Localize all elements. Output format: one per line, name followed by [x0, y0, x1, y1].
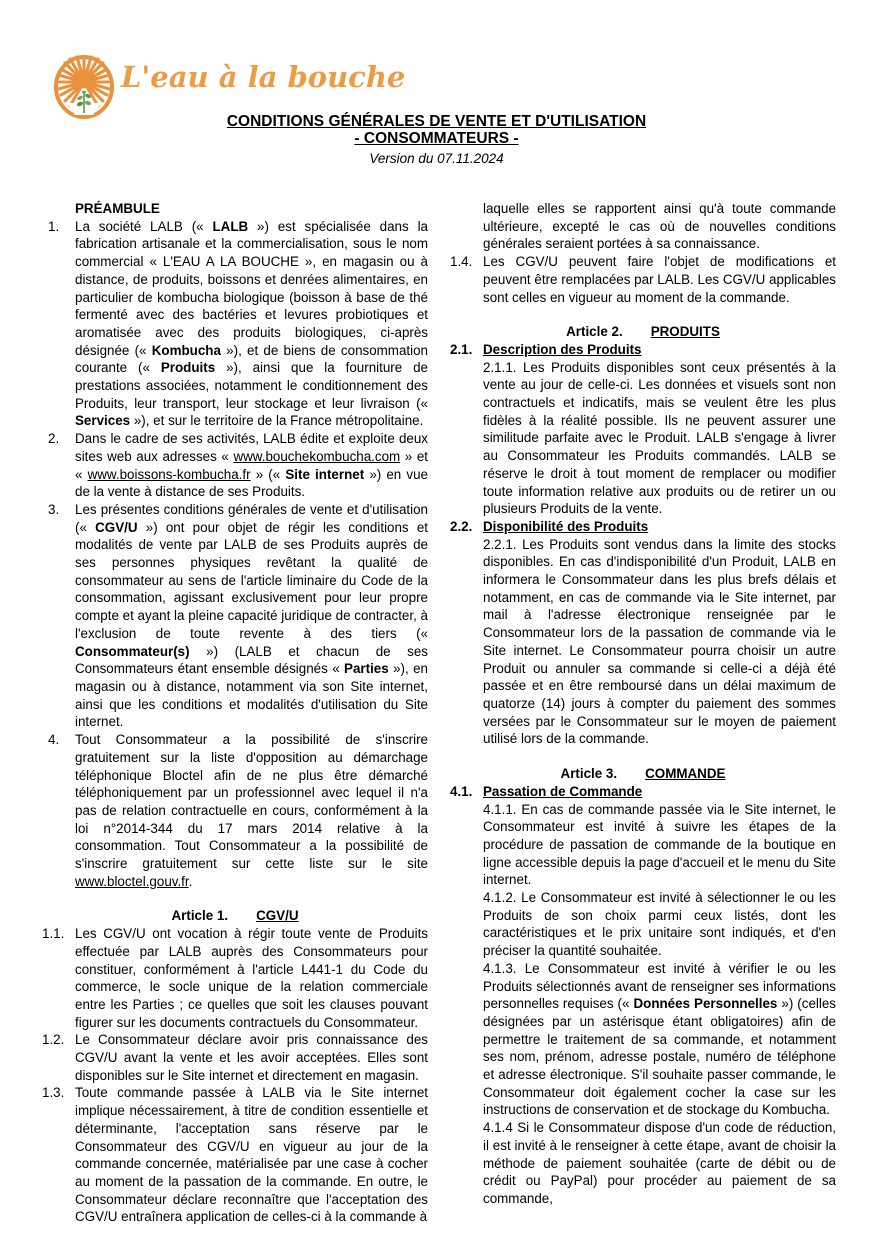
- paragraph: [450, 889, 836, 960]
- text-run: Les CGV/U peuvent faire l'objet de modifications et peuvent être remplacées par LALB. Les CGV/U applicables sont celles en vigueur au moment de la commande.: [483, 254, 836, 305]
- text-run: ») ont pour objet de régir les conditions et modalités de vente par LALB de ses Produits auprès de ses personnes physiques revêtant la qualité de consommateur au sens de l'article liminaire du Code de la consommation, agissant exclusivement pour leur propre compte et ayant la pleine capacité juridique de contracter, à l'exclusion de toute revente à des tiers («: [75, 519, 428, 641]
- article-heading: [450, 765, 836, 783]
- text-run: laquelle elles se rapportent ainsi qu'à toute commande ultérieure, excepté le cas où de nouvelles conditions générales seraient portées à sa connaissance.: [483, 201, 836, 252]
- title-block: [0, 113, 873, 167]
- text-run: 2.2.1. Les Produits sont vendus dans la limite des stocks disponibles. En cas d'indisponibilité d'un Produit, LALB en informera le Consommateur dans les plus brefs délais et notamment, en cas de commande via le Site internet, par mail à l'adresse électronique renseignée par le Consommateur lors de la passation de commande via le Site internet. Le Consommateur pourra choisir un autre Produit ou annuler sa commande si celle-ci a déjà été passée et en être remboursé dans un délai maximum de quatorze (14) jours à compter du paiement des sommes versées par le Consommateur sur le moyen de paiement utilisé lors de la commande.: [483, 536, 836, 747]
- version-label: Version du 07.11.2024: [369, 151, 504, 166]
- text-run: Toute commande passée à LALB via le Site internet implique nécessairement, à titre de condition essentielle et déterminante, l'acceptation sans réserve par le Consommateur des CGV/U en vigueur au jour de la commande concernée, matérialisée par une case à cocher au moment de la passation de la commande. En outre, le Consommateur déclare reconnaître que l'acceptation des CGV/U entraînera application de celles-ci à la commande à: [75, 1085, 428, 1225]
- article-heading: [450, 323, 836, 341]
- link[interactable]: www.boissons-kombucha.fr: [87, 466, 251, 482]
- numbered-paragraph: [42, 501, 428, 731]
- text-run: » et «: [75, 448, 428, 482]
- clause-title: Passation de Commande: [483, 783, 643, 799]
- text-run: ») est spécialisée dans la fabrication artisanale et la commercialisation, sous le nom commercial « L'EAU A LA BOUCHE », en magasin ou à distance, de produits, boissons et denrées alimentaires, en particulier de kombucha biologique (boisson à base de thé fermenté avec des bactéries et levures probiotiques et aromatisée avec des produits biologiques, ci-après désignée («: [75, 218, 428, 358]
- numbered-paragraph: [42, 731, 428, 890]
- document-header: [0, 0, 873, 200]
- clause-number: 1.: [48, 218, 60, 234]
- text-run: Les CGV/U ont vocation à régir toute vente de Produits effectuée par LALB auprès des Consommateurs pour constituer, conformément à l'article L441-1 du Code du commerce, le socle unique de la relation commerciale entre les Parties ; ce quelles que soit les clauses pouvant figurer sur les documents contractuels du Consommateur.: [75, 926, 428, 1030]
- text-run: Services: [75, 413, 131, 429]
- clause-number: 4.1.: [450, 783, 473, 799]
- numbered-paragraph: [42, 430, 428, 501]
- numbered-paragraph: [42, 218, 428, 430]
- sun-plant-logo-icon: [53, 55, 115, 119]
- paragraph: [450, 536, 836, 748]
- text-run: Kombucha: [151, 342, 221, 358]
- text-run: »), et de biens de consommation courante («: [75, 342, 429, 376]
- clause-number: 4.: [48, 732, 60, 748]
- clause-number: 2.1.: [450, 341, 473, 357]
- text-run: Consommateur(s): [75, 643, 190, 659]
- document-title: CONDITIONS GÉNÉRALES DE VENTE ET D'UTILISATION: [226, 113, 647, 130]
- text-run: 4.1.3. Le Consommateur est invité à vérifier le ou les Produits sélectionnés avant de renseigner ses informations personnelles requises («: [483, 960, 836, 1012]
- paragraph: [450, 200, 836, 253]
- text-run: Parties: [344, 661, 389, 677]
- article-title: PRODUITS: [650, 324, 720, 340]
- document-subtitle: - CONSOMMATEURS -: [354, 130, 519, 147]
- clause-number: 2.2.: [450, 518, 473, 534]
- article-title: COMMANDE: [645, 766, 726, 782]
- clause-title: Disponibilité des Produits: [483, 518, 649, 534]
- sub-section-heading: [450, 783, 836, 801]
- two-column-body: [42, 200, 836, 1226]
- section-heading: PRÉAMBULE: [75, 201, 160, 216]
- numbered-paragraph: [42, 1084, 428, 1226]
- clause-number: 2.: [48, 431, 60, 447]
- text-run: 4.1.2. Le Consommateur est invité à sélectionner le ou les Produits de son choix parmi ceux listés, dont les caractéristiques et le prix unitaire sont indiqués, et d'en préciser la quantité souhaitée.: [483, 890, 836, 959]
- sub-section-heading: [450, 518, 836, 536]
- article-number: Article 2.: [566, 324, 623, 340]
- paragraph: [450, 359, 836, 518]
- text-run: Tout Consommateur a la possibilité de s'inscrire gratuitement sur la liste d'opposition au démarchage téléphonique Bloctel afin de ne plus être démarché téléphoniquement par un professionnel avec lequel il n'a pas de relation contractuelle en cours, conformément à la loi n°2014-344 du 17 mars 2014 relative à la consommation. Tout Consommateur a la possibilité de s'inscrire gratuitement sur cette liste sur le site: [75, 732, 428, 872]
- paragraph: [450, 960, 836, 1119]
- numbered-paragraph: [450, 253, 836, 306]
- clause-number: 1.1.: [42, 926, 65, 942]
- text-run: CGV/U: [95, 519, 138, 535]
- sub-section-heading: [450, 341, 836, 359]
- link[interactable]: www.bloctel.gouv.fr: [75, 873, 189, 889]
- text-run: ») (celles désignées par un astérisque étant obligatoires) afin de permettre le traitement de sa commande, et notamment ses nom, prénom, adresse postale, numéro de téléphone et adresse électronique. S'il souhaite passer commande, le Consommateur doit également cocher la case sur les instructions de conservation et de stockage du Kombucha.: [483, 996, 836, 1118]
- numbered-paragraph: [42, 1031, 428, 1084]
- text-run: 2.1.1. Les Produits disponibles sont ceux présentés à la vente au jour de celle-ci. Les données et visuels sont non contractuels et indicatifs, mais se veulent être les plus fidèles à la réalité possible. Ils ne peuvent assurer une similitude parfaite avec le Produit. LALB s'engage à livrer au Consommateur les Produits commandés. LALB se réserve le droit à tout moment de remplacer ou modifier toute information relative aux produits ou de retirer un ou plusieurs Produits de la vente.: [483, 359, 836, 517]
- text-run: Produits: [160, 360, 216, 376]
- text-run: LALB: [212, 218, 249, 234]
- text-run: Les présentes conditions générales de vente et d'utilisation («: [75, 501, 428, 535]
- column-left: [42, 200, 428, 1226]
- text-run: ») en vue de la vente à distance de ses Produits.: [75, 466, 428, 500]
- text-run: .: [188, 873, 193, 889]
- text-run: ») (LALB et chacun de ses Consommateurs étant ensemble désignés «: [75, 643, 428, 677]
- text-run: » («: [250, 466, 286, 482]
- article-number: Article 1.: [171, 908, 229, 924]
- paragraph: [450, 1119, 836, 1208]
- clause-number: 1.4.: [450, 254, 473, 270]
- clause-title: Description des Produits: [483, 341, 642, 357]
- article-heading: [42, 907, 428, 925]
- paragraph: [450, 801, 836, 890]
- numbered-paragraph: [42, 925, 428, 1031]
- clause-number: 1.3.: [42, 1085, 65, 1101]
- brand-wordmark: L'eau à la bouche: [121, 60, 406, 94]
- text-run: Données Personnelles: [633, 996, 778, 1012]
- clause-number: 1.2.: [42, 1032, 65, 1048]
- text-run: Dans le cadre de ses activités, LALB édite et exploite deux sites web aux adresses «: [75, 431, 428, 464]
- article-number: Article 3.: [560, 766, 618, 782]
- column-right: [450, 200, 836, 1226]
- text-run: Le Consommateur déclare avoir pris connaissance des CGV/U avant la vente et les avoir acceptées. Elles sont disponibles sur le Site internet et directement en magasin.: [75, 1032, 428, 1083]
- text-run: 4.1.1. En cas de commande passée via le Site internet, le Consommateur est invité à suivre les étapes de la procédure de passation de commande de la boutique en ligne accessible depuis la page d'accueil et le menu du Site internet.: [483, 801, 836, 888]
- text-run: »), ainsi que la fourniture de prestations associées, notamment le conditionnement des Produits, leur transport, leur stockage et leur livraison («: [75, 360, 428, 411]
- link[interactable]: www.bouchekombucha.com: [233, 448, 401, 464]
- article-title: CGV/U: [256, 908, 299, 924]
- text-run: Site internet: [285, 466, 365, 482]
- text-run: 4.1.4 Si le Consommateur dispose d'un code de réduction, il est invité à le renseigner à cette étape, avant de choisir la méthode de paiement souhaitée (carte de débit ou de crédit ou PayPal) pour procéder au paiement de sa commande,: [483, 1120, 836, 1206]
- text-run: »), et sur le territoire de la France métropolitaine.: [130, 413, 424, 429]
- text-run: La société LALB («: [75, 218, 213, 234]
- clause-number: 3.: [48, 501, 60, 517]
- text-run: »), en magasin ou à distance, notamment via son Site internet, ainsi que les conditions et modalités d'utilisation du Site internet.: [75, 661, 428, 730]
